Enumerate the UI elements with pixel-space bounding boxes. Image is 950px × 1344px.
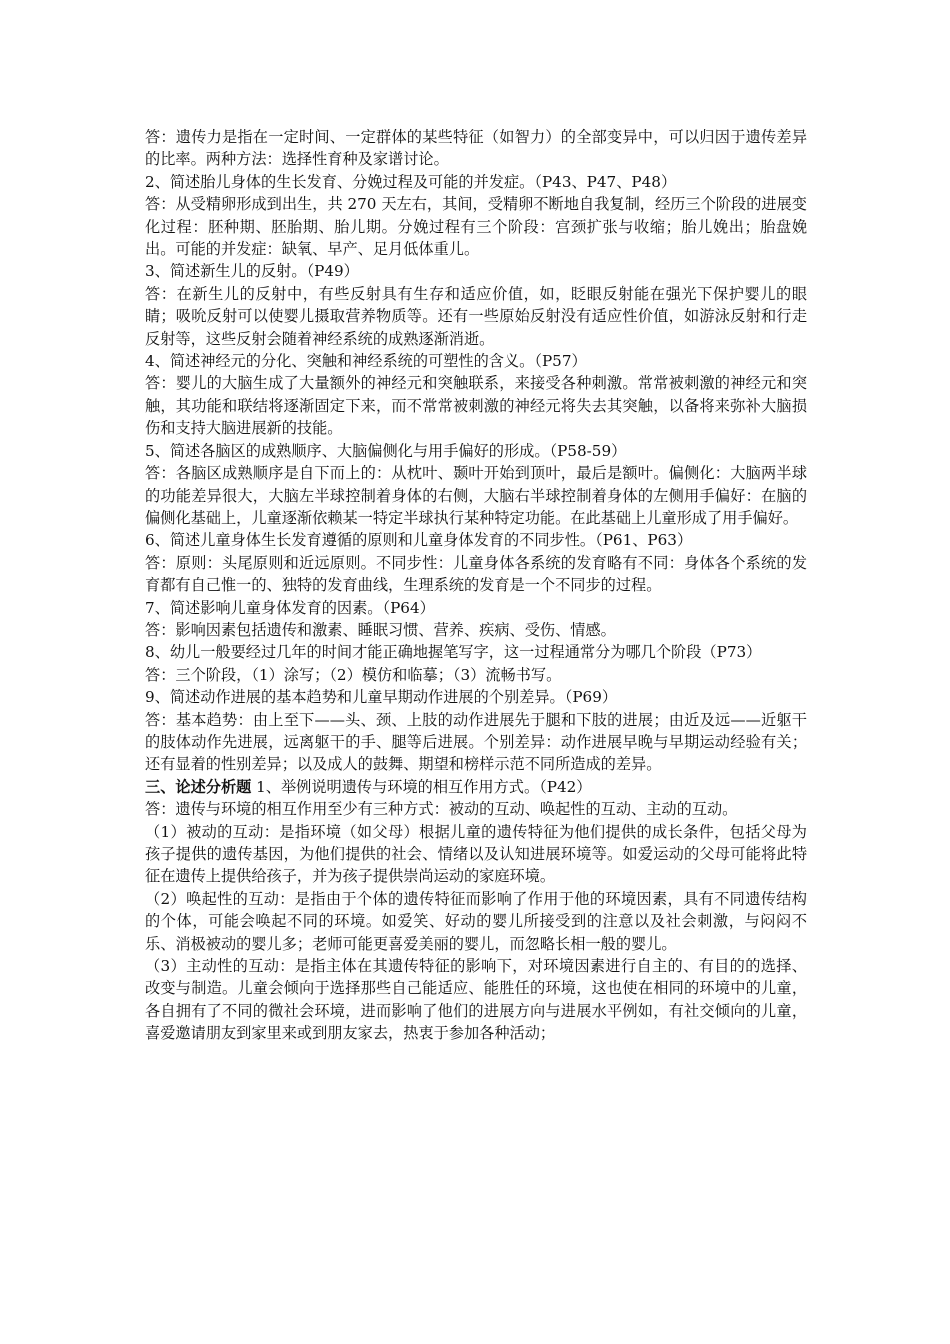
question-2: 2、简述胎儿身体的生长发育、分娩过程及可能的并发症。（P43、P47、P48）: [145, 172, 677, 191]
question-7: 7、简述影响儿童身体发育的因素。（P64）: [145, 598, 435, 617]
answer-5: 答：各脑区成熟顺序是自下而上的：从枕叶、颞叶开始到顶叶，最后是额叶。偏侧化：大脑两半球的功能差异很大，大脑左半球控制着身体的右侧，大脑右半球控制着身体的左侧用手偏好：在脑的偏侧化基础上，儿童逐渐依赖某一特定半球执行某种特定功能。在此基础上儿童形成了用手偏好。: [145, 464, 807, 527]
answer-7: 答：影响因素包括遗传和激素、睡眠习惯、营养、疾病、受伤、情感。: [145, 620, 616, 639]
document-page: [145, 126, 807, 1045]
answer-active-interaction: （3）主动性的互动：是指主体在其遗传特征的影响下，对环境因素进行自主的、有目的的选择、改变与制造。儿童会倾向于选择那些自己能适应、能胜任的环境，这也使在相同的环境中的儿童，各自拥有了不同的微社会环境，进而影响了他们的进展方向与进展水平例如，有社交倾向的儿童，喜爱邀请朋友到家里来或到朋友家去，热衷于参加各种活动；: [145, 957, 807, 1043]
question-6: 6、简述儿童身体生长发育遵循的原则和儿童身体发育的不同步性。（P61、P63）: [145, 531, 693, 550]
answer-passive-interaction: （1）被动的互动：是指环境（如父母）根据儿童的遗传特征为他们提供的成长条件，包括父母为孩子提供的遗传基因，为他们提供的社会、情绪以及认知进展环境等。如爱运动的父母可能将此特征在遗传上提供给孩子，并为孩子提供崇尚运动的家庭环境。: [145, 822, 807, 886]
section-heading: 三、论述分析题: [145, 777, 252, 796]
question-3: 3、简述新生儿的反射。（P49）: [145, 262, 359, 281]
answer-section-3-intro: 答：遗传与环境的相互作用至少有三种方式：被动的互动、唤起性的互动、主动的互动。: [145, 800, 738, 819]
answer-6: 答：原则：头尾原则和近远原则。不同步性：儿童身体各系统的发育略有不同：身体各个系统的发育都有自己惟一的、独特的发育曲线，生理系统的发育是一个不同步的过程。: [145, 553, 807, 595]
answer-9: 答：基本趋势：由上至下——头、颈、上肢的动作进展先于腿和下肢的进展；由近及远——近躯干的肢体动作先进展，远离躯干的手、腿等后进展。个别差异：动作进展早晚与早期运动经验有关；还有显着的性别差异；以及成人的鼓舞、期望和榜样示范不同所造成的差异。: [145, 710, 807, 774]
answer-heritability: 答：遗传力是指在一定时间、一定群体的某些特征（如智力）的全部变异中，可以归因于遗传差异的比率。两种方法：选择性育种及家谱讨论。: [145, 128, 807, 169]
section-3-line: [145, 776, 807, 798]
answer-2: 答：从受精卵形成到出生，共 270 天左右，其间，受精卵不断地自我复制，经历三个阶段的进展变化过程：胚种期、胚胎期、胎儿期。分娩过程有三个阶段：宫颈扩张与收缩；胎儿娩出；胎盘娩出。可能的并发症：缺氧、早产、足月低体重儿。: [145, 195, 807, 259]
answer-8: 答：三个阶段，（1）涂写；（2）模仿和临摹；（3）流畅书写。: [145, 665, 562, 684]
question-9: 9、简述动作进展的基本趋势和儿童早期动作进展的个别差异。（P69）: [145, 688, 618, 707]
answer-3: 答：在新生儿的反射中，有些反射具有生存和适应价值，如，眨眼反射能在强光下保护婴儿的眼睛；吸吮反射可以使婴儿摄取营养物质等。还有一些原始反射没有适应性价值，如游泳反射和行走反射等，这些反射会随着神经系统的成熟逐渐消逝。: [145, 284, 807, 348]
question-4: 4、简述神经元的分化、突触和神经系统的可塑性的含义。（P57）: [145, 352, 587, 371]
question-8: 8、幼儿一般要经过几年的时间才能正确地握笔写字，这一过程通常分为哪几个阶段（P73）: [145, 643, 762, 662]
answer-evocative-interaction: （2）唤起性的互动：是指由于个体的遗传特征而影响了作用于他的环境因素，具有不同遗传结构的个体，可能会唤起不同的环境。如爱笑、好动的婴儿所接受到的注意以及社会刺激，与闷闷不乐、消极被动的婴儿多；老师可能更喜爱美丽的婴儿，而忽略长相一般的婴儿。: [145, 889, 807, 953]
question-5: 5、简述各脑区的成熟顺序、大脑偏侧化与用手偏好的形成。（P58-59）: [145, 441, 627, 460]
section-question-1: 1、举例说明遗传与环境的相互作用方式。（P42）: [251, 777, 592, 796]
answer-4: 答：婴儿的大脑生成了大量额外的神经元和突触联系，来接受各种刺激。常常被刺激的神经元和突触，其功能和联结将逐渐固定下来，而不常常被刺激的神经元将失去其突触，以备将来弥补大脑损伤和支持大脑进展新的技能。: [145, 374, 807, 438]
